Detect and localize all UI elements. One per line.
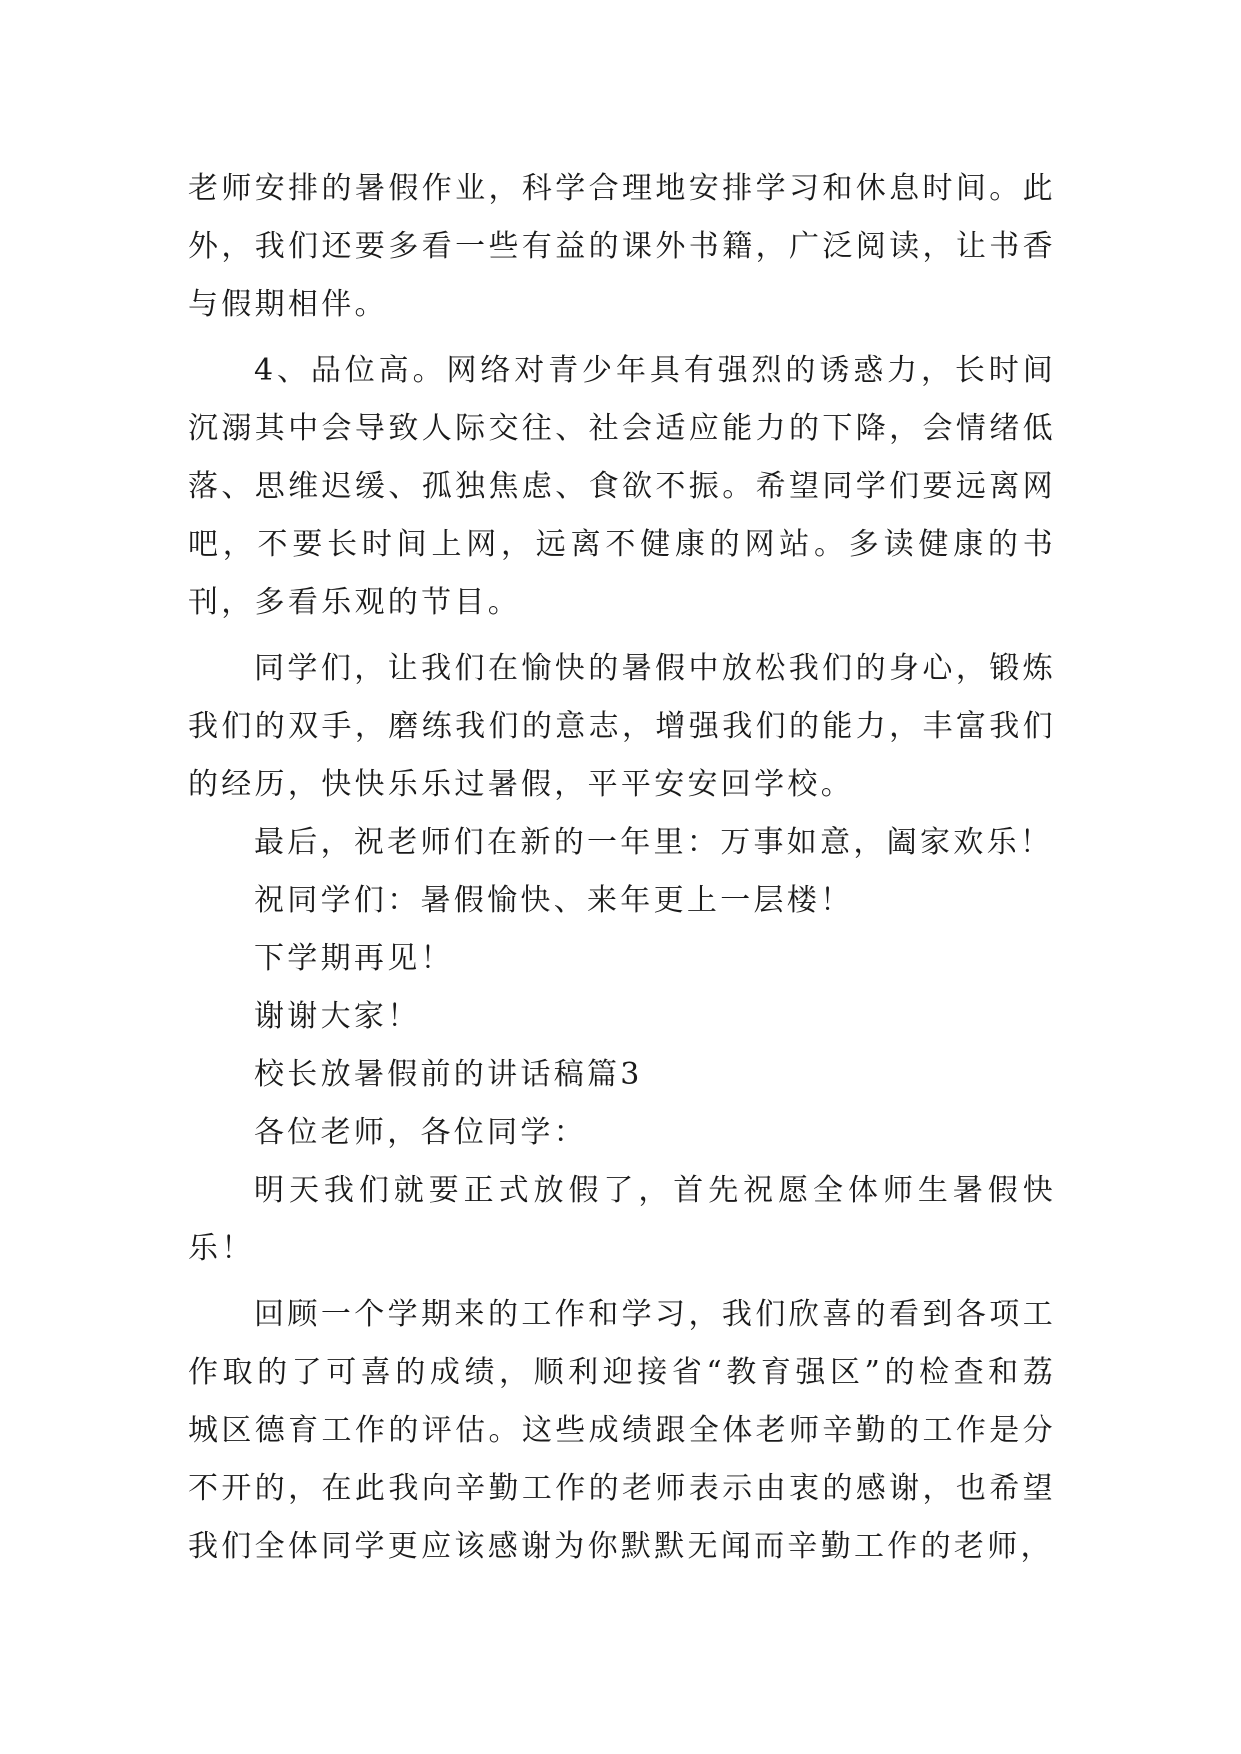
paragraph-vacation-greeting: 明天我们就要正式放假了，首先祝愿全体师生暑假快乐！ — [188, 1173, 1056, 1266]
paragraph-salutation: 各位老师，各位同学： — [254, 1115, 587, 1150]
paragraph-thanks: 谢谢大家！ — [254, 999, 421, 1034]
document-body — [188, 160, 1056, 1576]
paragraph-wish-teachers: 最后，祝老师们在新的一年里：万事如意，阖家欢乐！ — [254, 825, 1054, 860]
paragraph-encouragement: 同学们，让我们在愉快的暑假中放松我们的身心，锻炼我们的双手，磨练我们的意志，增强我们的能力，丰富我们的经历，快快乐乐过暑假，平平安安回学校。 — [188, 651, 1056, 802]
paragraph-homework-reading: 老师安排的暑假作业，科学合理地安排学习和休息时间。此外，我们还要多看一些有益的课外书籍，广泛阅读，让书香与假期相伴。 — [188, 171, 1056, 322]
paragraph-semester-review: 回顾一个学期来的工作和学习，我们欣喜的看到各项工作取的了可喜的成绩，顺利迎接省“教育强区”的检查和荔城区德育工作的评估。这些成绩跟全体老师辛勤的工作是分不开的，在此我向辛勤工作的老师表示由衷的感谢，也希望我们全体同学更应该感谢为你默默无闻而辛勤工作的老师， — [188, 1297, 1056, 1564]
section-heading: 校长放暑假前的讲话稿篇3 — [254, 1057, 643, 1092]
paragraph-wish-students: 祝同学们：暑假愉快、来年更上一层楼！ — [254, 883, 854, 918]
paragraph-point-4-internet: 4、品位高。网络对青少年具有强烈的诱惑力，长时间沉溺其中会导致人际交往、社会适应能力的下降，会情绪低落、思维迟缓、孤独焦虑、食欲不振。希望同学们要远离网吧，不要长时间上网，远离不健康的网站。多读健康的书刊，多看乐观的节目。 — [188, 353, 1056, 620]
paragraph-see-you: 下学期再见！ — [254, 941, 454, 976]
